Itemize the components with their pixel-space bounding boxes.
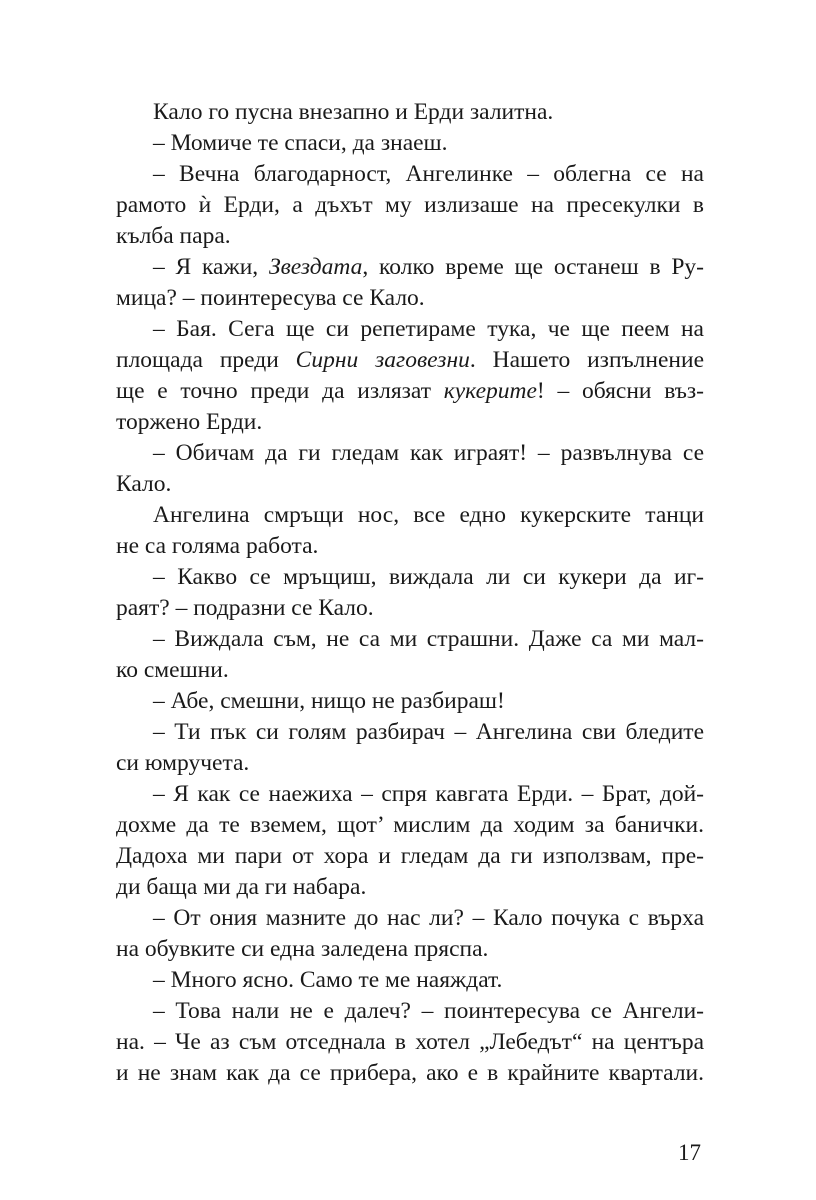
text-segment: , колко време ще останеш в Ру-: [362, 254, 704, 280]
text-line: [116, 128, 704, 159]
text-line: [116, 903, 704, 934]
text-segment: ко смешни.: [116, 657, 229, 683]
text-segment: торжено Ерди.: [116, 409, 263, 435]
text-line: [116, 221, 704, 252]
text-line: [116, 996, 704, 1027]
text-line: [116, 500, 704, 531]
text-line: [116, 717, 704, 748]
text-line: [116, 252, 704, 283]
text-segment: – Я кажи,: [153, 254, 269, 280]
text-line: [116, 624, 704, 655]
text-segment: рамото ѝ Ерди, а дъхът му излизаше на пресекулки в: [116, 192, 704, 218]
text-line: [116, 376, 704, 407]
text-segment: – Вечна благодарност, Ангелинке – облегна се на: [153, 161, 704, 187]
text-segment: на обувките си една заледена пряспа.: [116, 936, 489, 962]
text-line: [116, 655, 704, 686]
text-line: [116, 407, 704, 438]
text-segment: . Нашето изпълнение: [469, 347, 704, 373]
text-line: [116, 841, 704, 872]
text-segment: – Какво се мръщиш, виждала ли си кукери да иг-: [153, 564, 704, 590]
text-line: [116, 686, 704, 717]
text-line: [116, 779, 704, 810]
text-line: [116, 345, 704, 376]
text-segment: не са голяма работа.: [116, 533, 319, 559]
text-segment: – Момиче те спаси, да знаеш.: [153, 130, 448, 156]
text-line: [116, 314, 704, 345]
text-line: [116, 531, 704, 562]
text-line: [116, 1027, 704, 1058]
text-segment: ! – обясни въз-: [536, 378, 704, 404]
italic-text: Звездата: [268, 254, 363, 280]
text-segment: Дадоха ми пари от хора и гледам да ги използвам, пре-: [116, 843, 704, 869]
text-segment: мица? – поинтересува се Кало.: [116, 285, 425, 311]
text-segment: Кало го пусна внезапно и Ерди залитна.: [153, 99, 554, 125]
text-segment: кълба пара.: [116, 223, 231, 249]
text-segment: – От ония мазните до нас ли? – Кало почука с върха: [153, 905, 704, 931]
text-segment: на. – Че аз съм отседнала в хотел „Лебедът“ на центъра: [116, 1029, 704, 1055]
text-segment: – Бая. Сега ще си репетираме тука, че ще пеем на: [153, 316, 704, 342]
text-segment: – Много ясно. Само те ме наяждат.: [153, 967, 503, 993]
text-line: [116, 965, 704, 996]
text-segment: Ангелина смръщи нос, все едно кукерските танци: [153, 502, 704, 528]
text-segment: дохме да те вземем, щот’ мислим да ходим за банички.: [116, 812, 704, 838]
text-segment: – Виждала съм, не са ми страшни. Даже са ми мал-: [153, 626, 704, 652]
italic-text: кукерите: [443, 378, 537, 404]
text-segment: си юмручета.: [116, 750, 250, 776]
body-text: [116, 97, 704, 1089]
text-line: [116, 810, 704, 841]
text-line: [116, 593, 704, 624]
text-segment: площада преди: [116, 347, 296, 373]
page-number: 17: [678, 1140, 701, 1165]
text-segment: и не знам как да се прибера, ако е в крайните квартали.: [116, 1060, 704, 1086]
text-segment: – Обичам да ги гледам как играят! – развълнува се: [153, 440, 704, 466]
italic-text: Сирни заговезни: [295, 347, 470, 373]
text-line: [116, 469, 704, 500]
text-segment: раят? – подразни се Кало.: [116, 595, 374, 621]
text-segment: – Това нали не е далеч? – поинтересува се Ангели-: [153, 998, 704, 1024]
text-segment: – Я как се наежиха – спря кавгата Ерди. – Брат, дой-: [153, 781, 704, 807]
text-line: [116, 283, 704, 314]
text-line: [116, 748, 704, 779]
text-line: [116, 934, 704, 965]
text-segment: – Ти пък си голям разбирач – Ангелина сви бледите: [153, 719, 704, 745]
text-line: [116, 438, 704, 469]
text-line: [116, 1058, 704, 1089]
text-line: [116, 562, 704, 593]
text-line: [116, 159, 704, 190]
text-segment: – Абе, смешни, нищо не разбираш!: [153, 688, 505, 714]
text-segment: Кало.: [116, 471, 172, 497]
text-segment: ще е точно преди да излязат: [116, 378, 444, 404]
text-segment: ди баща ми да ги набара.: [116, 874, 367, 900]
text-line: [116, 872, 704, 903]
text-line: [116, 190, 704, 221]
text-line: [116, 97, 704, 128]
